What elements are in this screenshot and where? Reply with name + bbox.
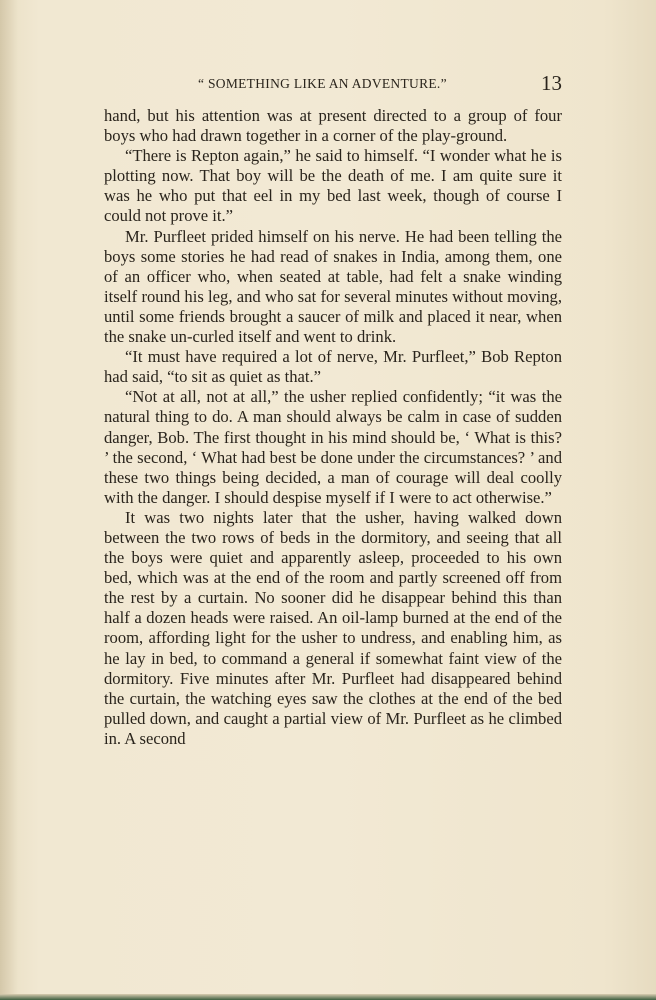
page-number: 13 xyxy=(541,71,562,95)
spine-shadow xyxy=(0,0,18,1000)
paragraph: “It must have required a lot of nerve, Mr. Purfleet,” Bob Repton had said, “to sit as quiet as that.” xyxy=(104,347,562,387)
paragraph: “Not at all, not at all,” the usher replied confidently; “it was the natural thing to do. A man should always be calm in case of sudden danger, Bob. The first thought in his mind should be, ‘ What is this? ’ the second, ‘ What had best be done under the circumstances? ’ and these two things being decided, a man of courage will deal coolly with the danger. I should despise myself if I were to act otherwise.” xyxy=(104,387,562,507)
paragraph: hand, but his attention was at present directed to a group of four boys who had drawn together in a corner of the play-ground. xyxy=(104,106,562,146)
page-bottom-edge xyxy=(0,994,656,1000)
paragraph: It was two nights later that the usher, having walked down between the two rows of beds in the dormitory, and seeing that all the boys were quiet and apparently asleep, proceeded to his own bed, which was at the end of the room and partly screened off from the rest by a curtain. No sooner did he disappear behind this than half a dozen heads were raised. An oil-lamp burned at the end of the room, affording light for the usher to undress, and enabling him, as he lay in bed, to command a general if somewhat faint view of the dormitory. Five minutes after Mr. Purfleet had disappeared behind the curtain, the watching eyes saw the clothes at the end of the bed pulled down, and caught a partial view of Mr. Purfleet as he climbed in. A second xyxy=(104,507,562,748)
paragraph: “There is Repton again,” he said to himself. “I wonder what he is plotting now. That boy will be the death of me. I am quite sure it was he who put that eel in my bed last week, though of course I could not prove it.” xyxy=(104,146,562,226)
paragraph: Mr. Purfleet prided himself on his nerve. He had been telling the boys some stories he had read of snakes in India, among them, one of an officer who, when seated at table, had felt a snake winding itself round his leg, and who sat for several minutes without moving, until some friends brought a saucer of milk and placed it near, when the snake un-curled itself and went to drink. xyxy=(104,226,562,347)
running-title: “ SOMETHING LIKE AN ADVENTURE.” xyxy=(198,76,447,91)
body-text xyxy=(104,106,562,749)
running-head xyxy=(104,73,564,95)
